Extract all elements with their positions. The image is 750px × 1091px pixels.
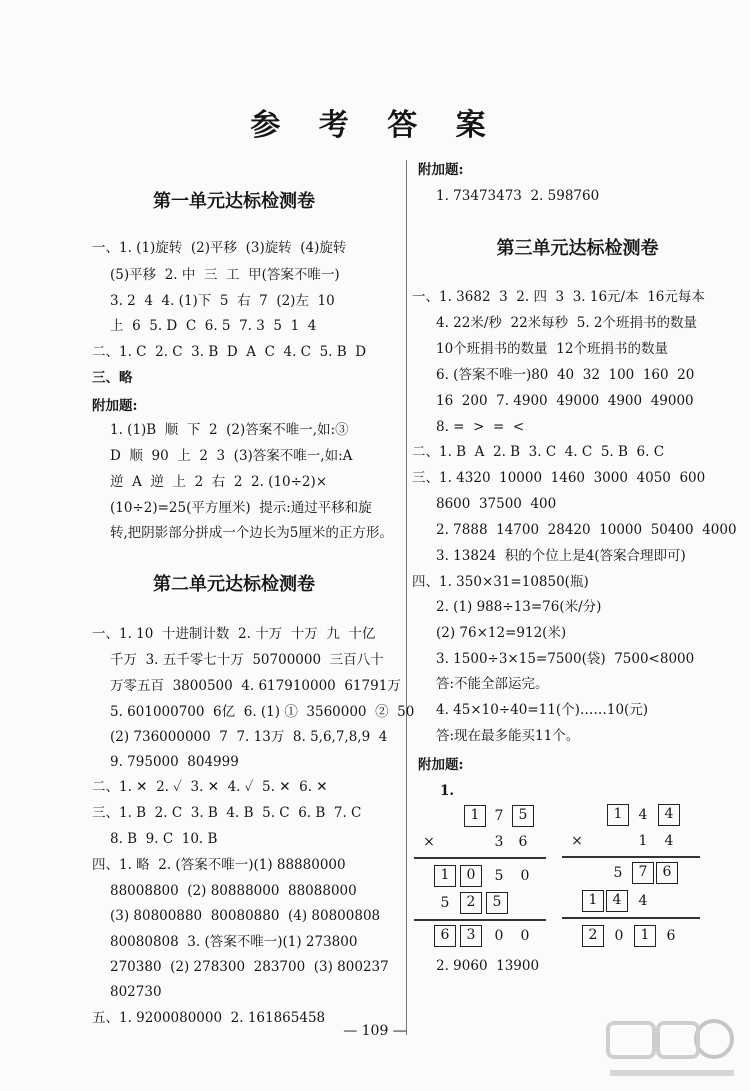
digit-box: 5: [512, 805, 534, 827]
calc-rule: [562, 917, 700, 919]
answer-line: 1.: [440, 783, 455, 799]
answer-line: 88008800 (2) 80888000 88088000: [110, 883, 357, 899]
answer-line: 二、1. C 2. C 3. B D A C 4. C 5. B D: [92, 344, 367, 360]
digit-box: 1: [582, 890, 604, 912]
answer-line: (3) 80800880 80080880 (4) 80800808: [110, 908, 381, 924]
answer-line: 三、1. B 2. C 3. B 4. B 5. C 6. B 7. C: [92, 805, 362, 821]
digit: 5: [494, 868, 504, 884]
digit-box: 4: [606, 890, 628, 912]
digit-box: 6: [434, 925, 456, 947]
answer-line: 1. (1)B 顺 下 2 (2)答案不唯一,如:③: [110, 422, 349, 438]
answer-line: 3. 13824 积的个位上是4(答案合理即可): [436, 548, 686, 564]
answer-line: 16 200 7. 4900 49000 4900 49000: [436, 393, 694, 409]
digit: 5: [440, 895, 450, 911]
digit: 4: [638, 807, 648, 823]
answer-line: (5)平移 2. 中 三 工 甲(答案不唯一): [110, 267, 340, 283]
digit-box: 1: [634, 925, 656, 947]
answer-line: (2) 76×12=912(米): [436, 625, 567, 641]
answer-line: 万零五百 3800500 4. 617910000 61791万: [110, 678, 401, 694]
answer-line: (10÷2)=25(平方厘米) 提示:通过平移和旋: [110, 500, 372, 516]
answer-line: 三、1. 4320 10000 1460 3000 4050 600: [412, 470, 706, 486]
digit: 0: [614, 928, 624, 944]
answer-line: 3. 2 4 4. (1)下 5 右 7 (2)左 10: [110, 293, 335, 309]
digit: 4: [664, 833, 674, 849]
digit-box: 6: [656, 862, 678, 884]
answer-line: 四、1. 略 2. (答案不唯一)(1) 88880000: [92, 857, 346, 873]
answer-line: 二、1. ✕ 2. ✓ 3. ✕ 4. ✓ 5. ✕ 6. ✕: [92, 779, 328, 795]
digit-box: 3: [460, 925, 482, 947]
answer-line: 4. 45×10÷40=11(个)……10(元): [436, 702, 649, 718]
extra-label: 附加题:: [92, 398, 138, 414]
digit: 0: [494, 928, 504, 944]
unit3-title: 第三单元达标检测卷: [496, 238, 659, 259]
answer-line: 3. 1500÷3×15=7500(袋) 7500<8000: [436, 651, 695, 667]
digit: 0: [520, 868, 530, 884]
watermark-logo: [602, 1017, 742, 1087]
answer-line: 2. 7888 14700 28420 10000 50400 4000: [436, 522, 737, 538]
page-title: 参 考 答 案: [250, 108, 500, 143]
digit: 6: [518, 834, 528, 850]
answer-line: 1. 73473473 2. 598760: [436, 188, 600, 204]
answer-line: 6. (答案不唯一)80 40 32 100 160 20: [436, 367, 695, 383]
answer-line: 80080808 3. (答案不唯一)(1) 273800: [110, 934, 358, 950]
digit: 5: [613, 865, 623, 881]
digit: 6: [666, 928, 676, 944]
answer-line: 二、1. B A 2. B 3. C 4. C 5. B 6. C: [412, 444, 665, 460]
digit-box: 4: [658, 804, 680, 826]
answer-line: 一、1. 3682 3 2. 四 3 3. 16元/本 16元每本: [412, 289, 705, 305]
calc-rule: [562, 856, 700, 858]
answer-line: 千万 3. 五千零七十万 50700000 三百八十: [110, 652, 384, 668]
digit: 7: [494, 808, 504, 824]
digit-box: 1: [607, 804, 629, 826]
digit: 3: [494, 834, 504, 850]
answer-line: 一、1. 10 十进制计数 2. 十万 十万 九 十亿: [92, 626, 376, 642]
digit-box: 2: [582, 925, 604, 947]
answer-line: 五、1. 9200080000 2. 161865458: [92, 1010, 326, 1026]
calc-rule: [414, 919, 546, 921]
digit: 1: [638, 833, 648, 849]
unit1-title: 第一单元达标检测卷: [153, 191, 315, 212]
answer-line: 270380 (2) 278300 283700 (3) 800237: [110, 959, 389, 975]
digit-box: 0: [460, 865, 482, 887]
answer-line: 三、略: [92, 370, 133, 386]
answer-line: 答:现在最多能买11个。: [436, 728, 580, 744]
answer-line: 一、1. (1)旋转 (2)平移 (3)旋转 (4)旋转: [92, 240, 347, 256]
page-number: — 109 —: [343, 1023, 407, 1039]
answer-line: 10个班捐书的数量 12个班捐书的数量: [436, 341, 668, 357]
extra-label: 附加题:: [418, 162, 464, 178]
answer-line: 四、1. 350×31=10850(瓶): [412, 574, 589, 590]
multiply-sign: ×: [423, 834, 435, 850]
extra-label: 附加题:: [418, 757, 464, 773]
answer-line: 8600 37500 400: [436, 496, 557, 512]
answer-line: 8. B 9. C 10. B: [110, 831, 218, 847]
answer-line: (2) 736000000 7 7. 13万 8. 5,6,7,8,9 4: [110, 729, 388, 745]
digit-box: 2: [460, 892, 482, 914]
answer-line: 上 6 5. D C 6. 5 7. 3 5 1 4: [110, 318, 317, 334]
answer-line: 9. 795000 804999: [110, 754, 239, 770]
answer-line: 转,把阴影部分拼成一个边长为5厘米的正方形。: [110, 525, 393, 541]
answer-line: 5. 601000700 6亿 6. (1) ① 3560000 ② 50: [110, 704, 415, 720]
column-divider: [406, 160, 407, 1035]
digit: 0: [520, 928, 530, 944]
calc-rule: [414, 857, 546, 859]
digit: 4: [638, 893, 648, 909]
digit-box: 5: [486, 892, 508, 914]
digit-box: 1: [434, 865, 456, 887]
answer-line: 逆 A 逆 上 2 右 2 2. (10÷2)×: [110, 474, 328, 490]
digit-box: 1: [464, 805, 486, 827]
answer-line: 4. 22米/秒 22米每秒 5. 2个班捐书的数量: [436, 315, 698, 331]
answer-line: 8. = > = <: [436, 419, 525, 435]
answer-line: 答:不能全部运完。: [436, 676, 549, 692]
digit-box: 7: [632, 862, 654, 884]
multiply-sign: ×: [571, 833, 583, 849]
unit2-title: 第二单元达标检测卷: [153, 574, 315, 595]
answer-line: 2. 9060 13900: [436, 958, 540, 974]
answer-line: D 顺 90 上 2 3 (3)答案不唯一,如:A: [110, 448, 353, 464]
answer-line: 2. (1) 988÷13=76(米/分): [436, 599, 602, 615]
answer-line: 802730: [110, 984, 162, 1000]
